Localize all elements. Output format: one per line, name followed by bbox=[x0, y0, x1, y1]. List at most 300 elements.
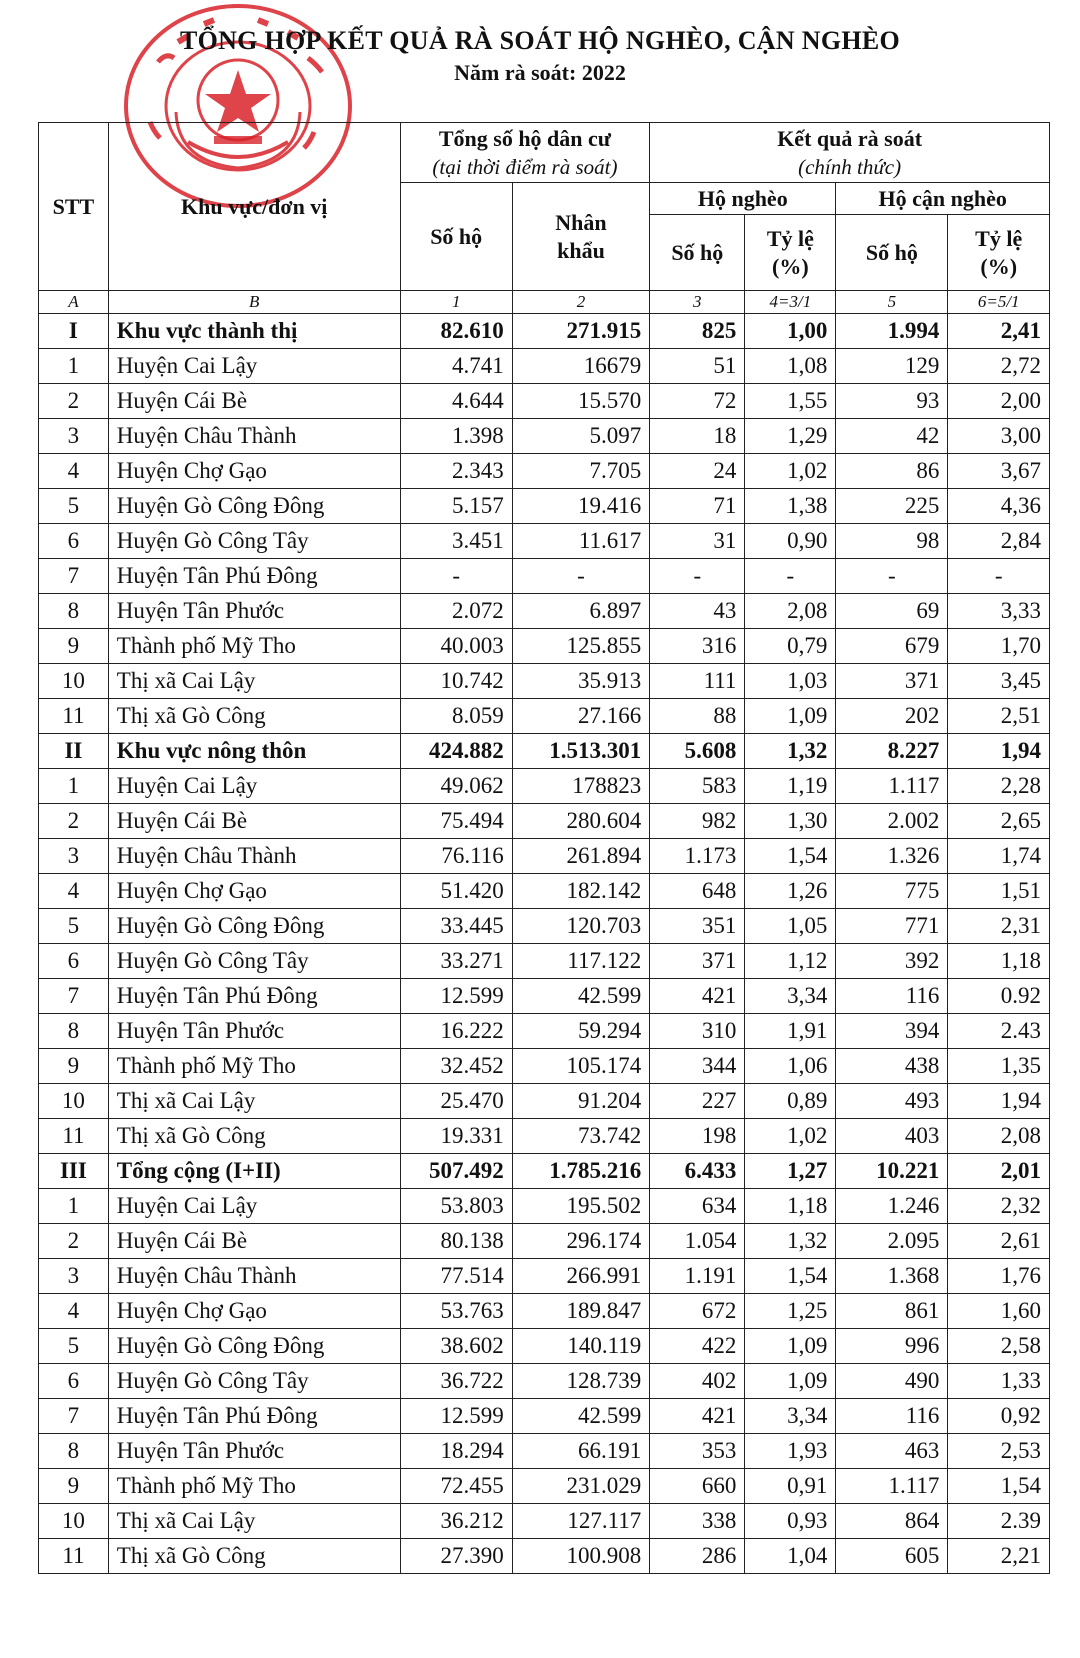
poverty-results-table bbox=[38, 122, 1050, 1574]
table-row bbox=[39, 1119, 1050, 1154]
cell-households: 72.455 bbox=[400, 1469, 512, 1504]
cell-unit-name: Thị xã Gò Công bbox=[108, 1119, 400, 1154]
cell-persons: 19.416 bbox=[512, 489, 649, 524]
cell-near-rate: 2,51 bbox=[948, 699, 1050, 734]
cell-poor-households: 1.173 bbox=[650, 839, 745, 874]
cell-households: 424.882 bbox=[400, 734, 512, 769]
cell-persons: 128.739 bbox=[512, 1364, 649, 1399]
table-row bbox=[39, 594, 1050, 629]
cell-households: 33.445 bbox=[400, 909, 512, 944]
cell-unit-name: Thành phố Mỹ Tho bbox=[108, 1469, 400, 1504]
header-near-rate-line1: Tỷ lệ bbox=[975, 225, 1023, 251]
cell-persons: 280.604 bbox=[512, 804, 649, 839]
cell-poor-households: 88 bbox=[650, 699, 745, 734]
cell-unit-name: Huyện Gò Công Đông bbox=[108, 489, 400, 524]
table-row bbox=[39, 489, 1050, 524]
cell-persons: 117.122 bbox=[512, 944, 649, 979]
cell-near-rate: 2,00 bbox=[948, 384, 1050, 419]
table-row bbox=[39, 1189, 1050, 1224]
cell-poor-rate: 1,04 bbox=[745, 1539, 836, 1574]
cell-unit-name: Huyện Cái Bè bbox=[108, 804, 400, 839]
cell-poor-households: - bbox=[650, 559, 745, 594]
cell-persons: 15.570 bbox=[512, 384, 649, 419]
cell-stt: 5 bbox=[39, 489, 109, 524]
cell-poor-rate: 1,54 bbox=[745, 1259, 836, 1294]
cell-stt: 3 bbox=[39, 839, 109, 874]
cell-stt: 6 bbox=[39, 944, 109, 979]
table-row bbox=[39, 1469, 1050, 1504]
cell-households: 77.514 bbox=[400, 1259, 512, 1294]
cell-poor-households: 583 bbox=[650, 769, 745, 804]
table-row bbox=[39, 1364, 1050, 1399]
cell-stt: 7 bbox=[39, 1399, 109, 1434]
cell-stt: 1 bbox=[39, 1189, 109, 1224]
cell-unit-name: Huyện Gò Công Tây bbox=[108, 1364, 400, 1399]
cell-households: 49.062 bbox=[400, 769, 512, 804]
cell-near-rate: 3,67 bbox=[948, 454, 1050, 489]
cell-households: 19.331 bbox=[400, 1119, 512, 1154]
cell-unit-name: Huyện Gò Công Tây bbox=[108, 944, 400, 979]
cell-near-households: 775 bbox=[836, 874, 948, 909]
cell-persons: 27.166 bbox=[512, 699, 649, 734]
table-row bbox=[39, 979, 1050, 1014]
cell-stt: 2 bbox=[39, 804, 109, 839]
cell-unit-name: Huyện Tân Phước bbox=[108, 594, 400, 629]
cell-near-rate: 3,33 bbox=[948, 594, 1050, 629]
cell-stt: 9 bbox=[39, 629, 109, 664]
cell-poor-households: 421 bbox=[650, 979, 745, 1014]
cell-unit-name: Thị xã Cai Lậy bbox=[108, 664, 400, 699]
table-row bbox=[39, 1434, 1050, 1469]
cell-households: 76.116 bbox=[400, 839, 512, 874]
cell-poor-households: 316 bbox=[650, 629, 745, 664]
cell-households: - bbox=[400, 559, 512, 594]
cell-persons: 59.294 bbox=[512, 1014, 649, 1049]
cell-households: 38.602 bbox=[400, 1329, 512, 1364]
cell-poor-rate: 1,03 bbox=[745, 664, 836, 699]
cell-poor-rate: 3,34 bbox=[745, 1399, 836, 1434]
cell-persons: 296.174 bbox=[512, 1224, 649, 1259]
cell-near-households: 864 bbox=[836, 1504, 948, 1539]
header-stt: STT bbox=[39, 123, 109, 291]
table-row bbox=[39, 1399, 1050, 1434]
cell-persons: 73.742 bbox=[512, 1119, 649, 1154]
cell-stt: 4 bbox=[39, 874, 109, 909]
column-index: 3 bbox=[650, 291, 745, 314]
cell-unit-name: Huyện Cái Bè bbox=[108, 1224, 400, 1259]
cell-persons: 195.502 bbox=[512, 1189, 649, 1224]
cell-stt: 7 bbox=[39, 979, 109, 1014]
cell-stt: 5 bbox=[39, 1329, 109, 1364]
cell-persons: 7.705 bbox=[512, 454, 649, 489]
cell-near-households: 129 bbox=[836, 349, 948, 384]
cell-poor-households: 825 bbox=[650, 314, 745, 349]
table-row bbox=[39, 664, 1050, 699]
cell-near-rate: 3,45 bbox=[948, 664, 1050, 699]
cell-near-households: 996 bbox=[836, 1329, 948, 1364]
cell-poor-households: 18 bbox=[650, 419, 745, 454]
cell-near-rate: 2,31 bbox=[948, 909, 1050, 944]
cell-poor-households: 421 bbox=[650, 1399, 745, 1434]
cell-near-households: 1.117 bbox=[836, 769, 948, 804]
cell-persons: 182.142 bbox=[512, 874, 649, 909]
cell-households: 36.722 bbox=[400, 1364, 512, 1399]
cell-poor-rate: 1,29 bbox=[745, 419, 836, 454]
cell-poor-rate: 1,05 bbox=[745, 909, 836, 944]
cell-households: 5.157 bbox=[400, 489, 512, 524]
cell-poor-households: 24 bbox=[650, 454, 745, 489]
cell-persons: 35.913 bbox=[512, 664, 649, 699]
cell-persons: 105.174 bbox=[512, 1049, 649, 1084]
cell-households: 4.741 bbox=[400, 349, 512, 384]
cell-near-rate: 2,72 bbox=[948, 349, 1050, 384]
cell-near-rate: 2,21 bbox=[948, 1539, 1050, 1574]
cell-poor-households: 660 bbox=[650, 1469, 745, 1504]
column-index: 6=5/1 bbox=[948, 291, 1050, 314]
header-total-title: Tổng số hộ dân cư bbox=[438, 125, 611, 151]
cell-unit-name: Huyện Châu Thành bbox=[108, 1259, 400, 1294]
header-persons-line2: khẩu bbox=[557, 237, 605, 263]
cell-near-rate: 4,36 bbox=[948, 489, 1050, 524]
cell-poor-rate: 1,18 bbox=[745, 1189, 836, 1224]
cell-poor-households: 344 bbox=[650, 1049, 745, 1084]
cell-near-rate: 1,54 bbox=[948, 1469, 1050, 1504]
cell-unit-name: Huyện Châu Thành bbox=[108, 419, 400, 454]
cell-near-rate: 2.39 bbox=[948, 1504, 1050, 1539]
header-persons bbox=[512, 183, 649, 291]
cell-unit-name: Tổng cộng (I+II) bbox=[108, 1154, 400, 1189]
table-row bbox=[39, 769, 1050, 804]
cell-poor-rate: 0,79 bbox=[745, 629, 836, 664]
cell-near-rate: 0.92 bbox=[948, 979, 1050, 1014]
cell-poor-households: 227 bbox=[650, 1084, 745, 1119]
cell-near-households: 2.002 bbox=[836, 804, 948, 839]
cell-persons: 100.908 bbox=[512, 1539, 649, 1574]
cell-stt: 4 bbox=[39, 1294, 109, 1329]
header-unit: Khu vực/đơn vị bbox=[108, 123, 400, 291]
cell-stt: 11 bbox=[39, 1119, 109, 1154]
cell-poor-rate: 1,19 bbox=[745, 769, 836, 804]
cell-near-households: 98 bbox=[836, 524, 948, 559]
cell-near-households: 392 bbox=[836, 944, 948, 979]
cell-poor-households: 351 bbox=[650, 909, 745, 944]
cell-near-households: 605 bbox=[836, 1539, 948, 1574]
cell-households: 75.494 bbox=[400, 804, 512, 839]
cell-near-households: 463 bbox=[836, 1434, 948, 1469]
header-total-households bbox=[400, 123, 650, 183]
cell-households: 51.420 bbox=[400, 874, 512, 909]
column-index: 1 bbox=[400, 291, 512, 314]
cell-near-households: 771 bbox=[836, 909, 948, 944]
cell-poor-rate: 1,55 bbox=[745, 384, 836, 419]
header-result-note: (chính thức) bbox=[798, 154, 902, 179]
cell-poor-rate: 1,32 bbox=[745, 1224, 836, 1259]
column-index: A bbox=[39, 291, 109, 314]
cell-poor-rate: 1,30 bbox=[745, 804, 836, 839]
cell-poor-rate: 1,02 bbox=[745, 454, 836, 489]
table-row bbox=[39, 804, 1050, 839]
cell-poor-households: 111 bbox=[650, 664, 745, 699]
cell-households: 27.390 bbox=[400, 1539, 512, 1574]
table-row bbox=[39, 1329, 1050, 1364]
table-row bbox=[39, 839, 1050, 874]
cell-near-households: 394 bbox=[836, 1014, 948, 1049]
header-near-rate bbox=[948, 215, 1050, 291]
cell-near-households: 69 bbox=[836, 594, 948, 629]
cell-near-rate: 2,58 bbox=[948, 1329, 1050, 1364]
cell-unit-name: Huyện Châu Thành bbox=[108, 839, 400, 874]
cell-near-rate: - bbox=[948, 559, 1050, 594]
cell-near-rate: 2,08 bbox=[948, 1119, 1050, 1154]
cell-poor-rate: 1,02 bbox=[745, 1119, 836, 1154]
cell-unit-name: Huyện Tân Phước bbox=[108, 1014, 400, 1049]
cell-poor-rate: 1,32 bbox=[745, 734, 836, 769]
cell-near-rate: 1,51 bbox=[948, 874, 1050, 909]
cell-poor-rate: 0,89 bbox=[745, 1084, 836, 1119]
cell-persons: 231.029 bbox=[512, 1469, 649, 1504]
cell-poor-households: 634 bbox=[650, 1189, 745, 1224]
cell-poor-households: 71 bbox=[650, 489, 745, 524]
cell-near-households: 1.117 bbox=[836, 1469, 948, 1504]
cell-unit-name: Thành phố Mỹ Tho bbox=[108, 1049, 400, 1084]
header-total-note: (tại thời điểm rà soát) bbox=[432, 154, 618, 179]
cell-poor-rate: 1,09 bbox=[745, 1329, 836, 1364]
cell-poor-households: 51 bbox=[650, 349, 745, 384]
cell-near-rate: 1,35 bbox=[948, 1049, 1050, 1084]
cell-households: 4.644 bbox=[400, 384, 512, 419]
cell-poor-rate: 2,08 bbox=[745, 594, 836, 629]
section-row bbox=[39, 1154, 1050, 1189]
cell-stt: II bbox=[39, 734, 109, 769]
cell-persons: 16679 bbox=[512, 349, 649, 384]
cell-poor-households: 31 bbox=[650, 524, 745, 559]
table-row bbox=[39, 524, 1050, 559]
cell-stt: 6 bbox=[39, 524, 109, 559]
cell-poor-households: 198 bbox=[650, 1119, 745, 1154]
cell-near-households: 403 bbox=[836, 1119, 948, 1154]
cell-poor-rate: 3,34 bbox=[745, 979, 836, 1014]
cell-persons: 42.599 bbox=[512, 1399, 649, 1434]
cell-near-households: 2.095 bbox=[836, 1224, 948, 1259]
column-index: 4=3/1 bbox=[745, 291, 836, 314]
table-row bbox=[39, 559, 1050, 594]
page-title: TỔNG HỢP KẾT QUẢ RÀ SOÁT HỘ NGHÈO, CẬN NGHÈO bbox=[179, 26, 901, 55]
cell-poor-rate: 1,12 bbox=[745, 944, 836, 979]
cell-near-households: 116 bbox=[836, 1399, 948, 1434]
cell-stt: 8 bbox=[39, 594, 109, 629]
cell-persons: 127.117 bbox=[512, 1504, 649, 1539]
cell-unit-name: Huyện Tân Phú Đông bbox=[108, 1399, 400, 1434]
cell-households: 53.763 bbox=[400, 1294, 512, 1329]
table-row bbox=[39, 1294, 1050, 1329]
cell-near-rate: 2,41 bbox=[948, 314, 1050, 349]
cell-near-rate: 1,60 bbox=[948, 1294, 1050, 1329]
cell-near-rate: 2,84 bbox=[948, 524, 1050, 559]
header-poor-rate bbox=[745, 215, 836, 291]
cell-unit-name: Huyện Gò Công Tây bbox=[108, 524, 400, 559]
cell-stt: 11 bbox=[39, 699, 109, 734]
cell-poor-rate: 1,06 bbox=[745, 1049, 836, 1084]
cell-unit-name: Huyện Cai Lậy bbox=[108, 1189, 400, 1224]
table-row bbox=[39, 1014, 1050, 1049]
cell-households: 3.451 bbox=[400, 524, 512, 559]
cell-persons: 140.119 bbox=[512, 1329, 649, 1364]
column-index: 2 bbox=[512, 291, 649, 314]
cell-stt: 7 bbox=[39, 559, 109, 594]
cell-stt: 11 bbox=[39, 1539, 109, 1574]
cell-poor-households: 338 bbox=[650, 1504, 745, 1539]
cell-poor-rate: 1,25 bbox=[745, 1294, 836, 1329]
cell-poor-households: 72 bbox=[650, 384, 745, 419]
cell-poor-rate: 0,91 bbox=[745, 1469, 836, 1504]
header-households: Số hộ bbox=[400, 183, 512, 291]
table-row bbox=[39, 944, 1050, 979]
header-near-poor: Hộ cận nghèo bbox=[836, 183, 1050, 215]
cell-persons: 125.855 bbox=[512, 629, 649, 664]
cell-poor-households: 371 bbox=[650, 944, 745, 979]
cell-households: 10.742 bbox=[400, 664, 512, 699]
cell-unit-name: Huyện Chợ Gạo bbox=[108, 874, 400, 909]
cell-persons: 42.599 bbox=[512, 979, 649, 1014]
cell-households: 507.492 bbox=[400, 1154, 512, 1189]
cell-near-rate: 3,00 bbox=[948, 419, 1050, 454]
cell-unit-name: Thị xã Cai Lậy bbox=[108, 1504, 400, 1539]
cell-poor-rate: 1,09 bbox=[745, 699, 836, 734]
cell-persons: 5.097 bbox=[512, 419, 649, 454]
cell-persons: 91.204 bbox=[512, 1084, 649, 1119]
cell-unit-name: Huyện Chợ Gạo bbox=[108, 1294, 400, 1329]
cell-near-households: 116 bbox=[836, 979, 948, 1014]
cell-poor-rate: 1,54 bbox=[745, 839, 836, 874]
cell-households: 82.610 bbox=[400, 314, 512, 349]
cell-near-households: 42 bbox=[836, 419, 948, 454]
table-row bbox=[39, 349, 1050, 384]
cell-persons: 266.991 bbox=[512, 1259, 649, 1294]
cell-poor-households: 310 bbox=[650, 1014, 745, 1049]
cell-poor-households: 422 bbox=[650, 1329, 745, 1364]
cell-stt: 8 bbox=[39, 1014, 109, 1049]
cell-unit-name: Thị xã Cai Lậy bbox=[108, 1084, 400, 1119]
header-poor-rate-line2: (%) bbox=[772, 253, 809, 279]
cell-near-rate: 2,61 bbox=[948, 1224, 1050, 1259]
cell-persons: 189.847 bbox=[512, 1294, 649, 1329]
cell-near-rate: 2,65 bbox=[948, 804, 1050, 839]
cell-stt: 10 bbox=[39, 664, 109, 699]
header-persons-line1: Nhân bbox=[555, 209, 607, 235]
cell-near-households: 93 bbox=[836, 384, 948, 419]
table-row bbox=[39, 699, 1050, 734]
cell-near-households: 225 bbox=[836, 489, 948, 524]
cell-near-rate: 2,32 bbox=[948, 1189, 1050, 1224]
column-index-row bbox=[39, 291, 1050, 314]
cell-unit-name: Huyện Cai Lậy bbox=[108, 349, 400, 384]
cell-poor-households: 672 bbox=[650, 1294, 745, 1329]
table-row bbox=[39, 419, 1050, 454]
cell-near-rate: 2,53 bbox=[948, 1434, 1050, 1469]
cell-stt: III bbox=[39, 1154, 109, 1189]
cell-unit-name: Huyện Tân Phú Đông bbox=[108, 559, 400, 594]
cell-stt: 3 bbox=[39, 1259, 109, 1294]
cell-households: 8.059 bbox=[400, 699, 512, 734]
cell-near-rate: 1,74 bbox=[948, 839, 1050, 874]
cell-persons: 1.513.301 bbox=[512, 734, 649, 769]
header-result-title: Kết quả rà soát bbox=[777, 125, 923, 151]
cell-households: 18.294 bbox=[400, 1434, 512, 1469]
cell-near-rate: 2,01 bbox=[948, 1154, 1050, 1189]
cell-persons: 66.191 bbox=[512, 1434, 649, 1469]
cell-households: 16.222 bbox=[400, 1014, 512, 1049]
cell-persons: 6.897 bbox=[512, 594, 649, 629]
cell-unit-name: Huyện Gò Công Đông bbox=[108, 1329, 400, 1364]
cell-poor-households: 1.054 bbox=[650, 1224, 745, 1259]
cell-near-rate: 1,70 bbox=[948, 629, 1050, 664]
cell-stt: 9 bbox=[39, 1049, 109, 1084]
cell-unit-name: Khu vực nông thôn bbox=[108, 734, 400, 769]
header-near-households: Số hộ bbox=[836, 215, 948, 291]
cell-near-rate: 1,18 bbox=[948, 944, 1050, 979]
cell-unit-name: Huyện Cái Bè bbox=[108, 384, 400, 419]
cell-unit-name: Huyện Cai Lậy bbox=[108, 769, 400, 804]
table-row bbox=[39, 1049, 1050, 1084]
header-review-results bbox=[650, 123, 1050, 183]
cell-poor-rate: 1,91 bbox=[745, 1014, 836, 1049]
cell-stt: 10 bbox=[39, 1504, 109, 1539]
cell-stt: I bbox=[39, 314, 109, 349]
cell-households: 1.398 bbox=[400, 419, 512, 454]
cell-near-rate: 1,94 bbox=[948, 1084, 1050, 1119]
table-row bbox=[39, 1224, 1050, 1259]
cell-near-households: 861 bbox=[836, 1294, 948, 1329]
cell-near-households: 86 bbox=[836, 454, 948, 489]
cell-poor-rate: 1,93 bbox=[745, 1434, 836, 1469]
cell-stt: 10 bbox=[39, 1084, 109, 1119]
cell-persons: 120.703 bbox=[512, 909, 649, 944]
cell-poor-rate: 1,26 bbox=[745, 874, 836, 909]
cell-persons: 1.785.216 bbox=[512, 1154, 649, 1189]
cell-near-rate: 0,92 bbox=[948, 1399, 1050, 1434]
cell-near-households: - bbox=[836, 559, 948, 594]
table-row bbox=[39, 1504, 1050, 1539]
cell-households: 33.271 bbox=[400, 944, 512, 979]
cell-poor-rate: 1,08 bbox=[745, 349, 836, 384]
cell-near-households: 1.326 bbox=[836, 839, 948, 874]
section-row bbox=[39, 734, 1050, 769]
cell-near-rate: 1,94 bbox=[948, 734, 1050, 769]
header-poor-rate-line1: Tỷ lệ bbox=[766, 225, 814, 251]
cell-unit-name: Huyện Gò Công Đông bbox=[108, 909, 400, 944]
cell-near-households: 1.994 bbox=[836, 314, 948, 349]
header-near-rate-line2: (%) bbox=[980, 253, 1018, 279]
cell-poor-households: 6.433 bbox=[650, 1154, 745, 1189]
column-index: B bbox=[108, 291, 400, 314]
cell-households: 12.599 bbox=[400, 1399, 512, 1434]
header-poor: Hộ nghèo bbox=[650, 183, 836, 215]
cell-poor-households: 982 bbox=[650, 804, 745, 839]
cell-poor-rate: 1,27 bbox=[745, 1154, 836, 1189]
table-row bbox=[39, 454, 1050, 489]
cell-unit-name: Huyện Chợ Gạo bbox=[108, 454, 400, 489]
cell-near-rate: 2.43 bbox=[948, 1014, 1050, 1049]
cell-stt: 2 bbox=[39, 1224, 109, 1259]
cell-poor-households: 353 bbox=[650, 1434, 745, 1469]
cell-stt: 1 bbox=[39, 349, 109, 384]
cell-poor-rate: 0,93 bbox=[745, 1504, 836, 1539]
cell-stt: 5 bbox=[39, 909, 109, 944]
cell-households: 53.803 bbox=[400, 1189, 512, 1224]
cell-households: 32.452 bbox=[400, 1049, 512, 1084]
cell-unit-name: Huyện Tân Phước bbox=[108, 1434, 400, 1469]
cell-unit-name: Huyện Tân Phú Đông bbox=[108, 979, 400, 1014]
